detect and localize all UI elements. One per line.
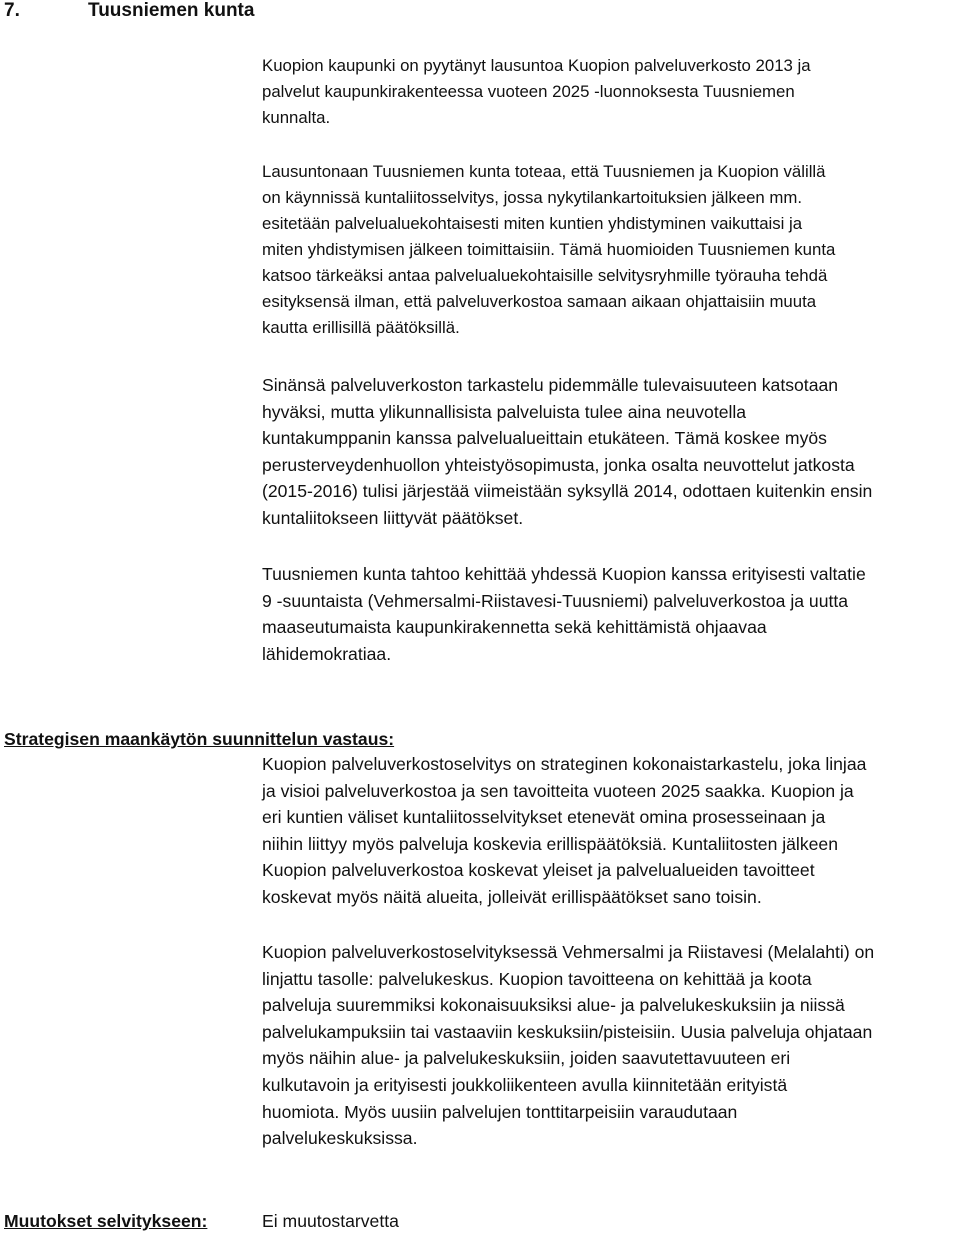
response-label: Strategisen maankäytön suunnittelun vastaus: — [4, 729, 395, 749]
statement-paragraph: Lausuntonaan Tuusniemen kunta toteaa, että Tuusniemen ja Kuopion välillä on käynnissä kuntaliitosselvitys, jossa nykytilankartoituksien jälkeen mm. esitetään palvelualuekohtaisesti miten kuntien yhdistyminen vaikuttaisi ja miten yhdistymisen jälkeen toimittaisiin. Tämä huomioiden Tuusniemen kunta katsoo tärkeäksi antaa palvelualuekohtaisille selvitysryhmille työrauha tehdä esityksensä ilman, että palveluverkostoa samaan aikaan ohjattaisiin muuta kautta erillisillä päätöksillä. — [262, 162, 836, 337]
statement-paragraph: Kuopion kaupunki on pyytänyt lausuntoa Kuopion palveluverkosto 2013 ja palvelut kaupunkirakenteessa vuoteen 2025 -luonnoksesta Tuusniemen kunnalta. — [262, 56, 811, 127]
changes-value: Ei muutostarvetta — [262, 1211, 399, 1231]
section-number: 7. — [4, 0, 20, 21]
statement-paragraph: Sinänsä palveluverkoston tarkastelu pidemmälle tulevaisuuteen katsotaan hyväksi, mutta ylikunnallisista palveluista tulee aina neuvotella kuntakumppanin kanssa palvelualueittain etukäteen. Tämä koskee myös perusterveydenhuollon yhteistyösopimusta, jonka osalta neuvottelut jatkosta (2015-2016) tulisi järjestää viimeistään syksyllä 2014, odottaen kuitenkin ensin kuntaliitokseen liittyvät päätökset. — [262, 375, 873, 528]
statement-paragraph: Tuusniemen kunta tahtoo kehittää yhdessä Kuopion kanssa erityisesti valtatie 9 -suuntaista (Vehmersalmi-Riistavesi-Tuusniemi) palveluverkostoa ja uutta maaseutumaista kaupunkirakennetta sekä kehittämistä ohjaavaa lähidemokratiaa. — [262, 564, 866, 664]
response-paragraph: Kuopion palveluverkostoselvitys on strateginen kokonaistarkastelu, joka linjaa ja visioi palveluverkostoa ja sen tavoitteita vuoteen 2025 saakka. Kuopion ja eri kuntien väliset kuntaliitosselvitykset etenevät omina prosesseinaan ja niihin liittyy myös palveluja koskevia erillispäätöksiä. Kuntaliitosten jälkeen Kuopion palveluverkostoa koskevat yleiset ja palvelualueiden tavoitteet koskevat myös näitä alueita, jolleivät erillispäätökset sano toisin. — [262, 754, 867, 907]
changes-label: Muutokset selvitykseen: — [4, 1211, 208, 1231]
section-title: Tuusniemen kunta — [88, 0, 255, 21]
response-paragraph: Kuopion palveluverkostoselvityksessä Vehmersalmi ja Riistavesi (Melalahti) on linjattu tasolle: palvelukeskus. Kuopion tavoitteena on kehittää ja koota palveluja suuremmiksi kokonaisuuksiksi alue- ja palvelukeskuksiin ja niissä palvelukampuksiin tai vastaaviin keskuksiin/pisteisiin. Uusia palveluja ohjataan myös näihin alue- ja palvelukeskuksiin, joiden saavutettavuuteen eri kulkutavoin ja erityisesti joukkoliikenteen avulla kiinnitetään erityistä huomiota. Myös uusiin palvelujen tonttitarpeisiin varaudutaan palvelukeskuksissa. — [262, 942, 875, 1149]
section-heading — [4, 0, 254, 22]
